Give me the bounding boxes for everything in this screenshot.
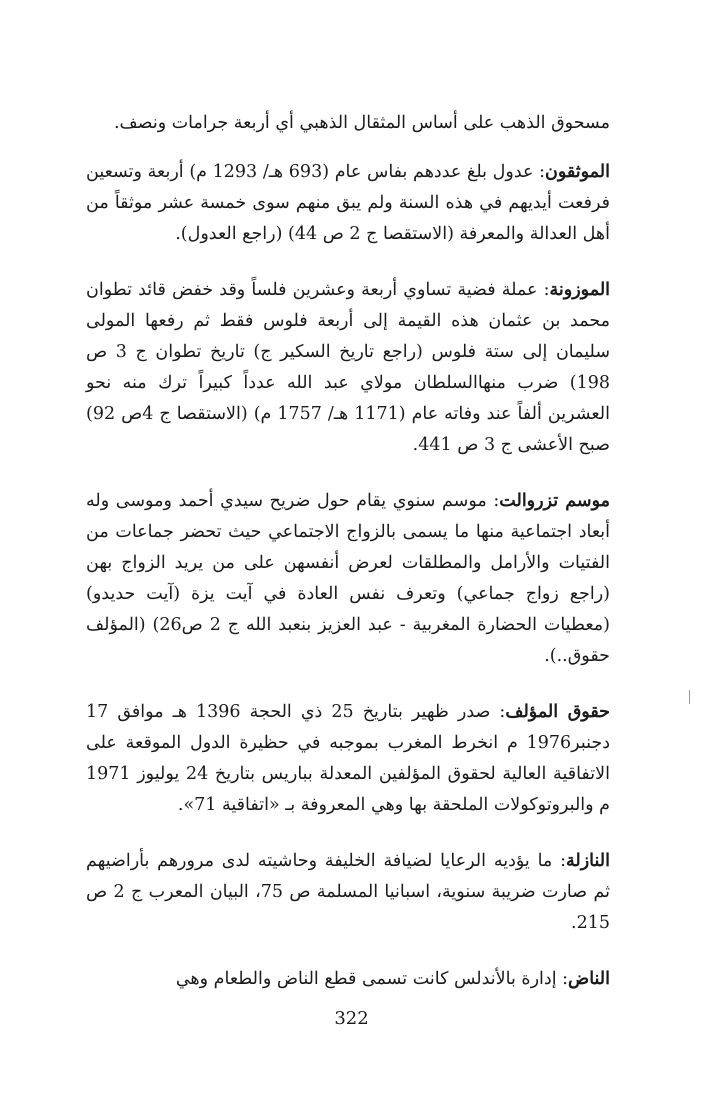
margin-mark <box>689 690 690 704</box>
entry-text: مسحوق الذهب على أساس المثقال الذهبي أي أربعة جرامات ونصف. <box>113 113 610 133</box>
entry-term: الموزونة <box>549 280 611 300</box>
entry-text: : عدول بلغ عددهم بفاس عام (693 هـ/ 1293 م) أربعة وتسعين فرفعت أيديهم في هذه السنة ولم يبق منهم سوى خمسة عشر موثقاً من أهل العدالة والمعرفة (الاستقصا ج 2 ص 44) (راجع العدول). <box>86 162 610 244</box>
entry-text: : عملة فضية تساوي أربعة وعشرين فلساً وقد خفض قائد تطوان محمد بن عثمان هذه القيمة إلى أربعة فلوس فقط ثم رفعها المولى سليمان إلى ستة فلوس (راجع تاريخ السكير ج) تاريخ تطوان ج 3 ص 198) ضرب منهاالسلطان مولاي عبد الله عدداً كبيراً ترك منه نحو العشرين ألفاً عند وفاته عام (1171 هـ/ 1757 م) (الاستقصا ج 4ص 92) صبح الأعشى ج 3 ص 441. <box>86 280 610 455</box>
entry-continuation <box>86 108 610 139</box>
entry-term: حقوق المؤلف <box>505 702 610 722</box>
page-number: 322 <box>334 1008 369 1029</box>
entry-muwaththiqun <box>86 157 610 250</box>
entry-author-rights <box>86 697 610 821</box>
entry-term: النازلة <box>566 851 610 871</box>
entry-nazila <box>86 846 610 939</box>
entry-text: : صدر ظهير بتاريخ 25 ذي الحجة 1396 هـ موافق 17 دجنبر1976 م انخرط المغرب بموجبه في حظيرة الدول الموقعة على الاتفاقية العالية لحقوق المؤلفين المعدلة بباريس بتاريخ 24 يوليوز 1971 م والبروتوكولات الملحقة بها وهي المعروفة بـ «اتفاقية 71». <box>86 702 610 815</box>
entry-nad <box>86 964 610 995</box>
entry-text: : إدارة بالأندلس كانت تسمى قطع الناض والطعام وهي <box>175 969 569 989</box>
entry-text: : ما يؤديه الرعايا لضيافة الخليفة وحاشيته لدى مرورهم بأراضيهم ثم صارت ضريبة سنوية، اسبانيا المسلمة ص 75، البيان المعرب ج 2 ص 215. <box>86 851 610 933</box>
entry-term: موسم تزروالت <box>499 491 610 511</box>
page-body <box>86 108 610 1020</box>
entry-text: : موسم سنوي يقام حول ضريح سيدي أحمد وموسى وله أبعاد اجتماعية منها ما يسمى بالزواج الاجتماعي حيث تحضر جماعات من الفتيات والأرامل والمطلقات لعرض أنفسهن على من يريد الزواج بهن (راجع زواج جماعي) وتعرف نفس العادة في آيت يزة (آيت حديدو) (معطيات الحضارة المغربية - عبد العزيز بنعبد الله ج 2 ص26) (المؤلف حقوق..). <box>86 491 610 666</box>
entry-term: الموثقون <box>545 162 610 182</box>
entry-mawsim-tazrawalt <box>86 486 610 672</box>
entry-term: الناض <box>568 969 610 989</box>
entry-mawzuna <box>86 275 610 461</box>
